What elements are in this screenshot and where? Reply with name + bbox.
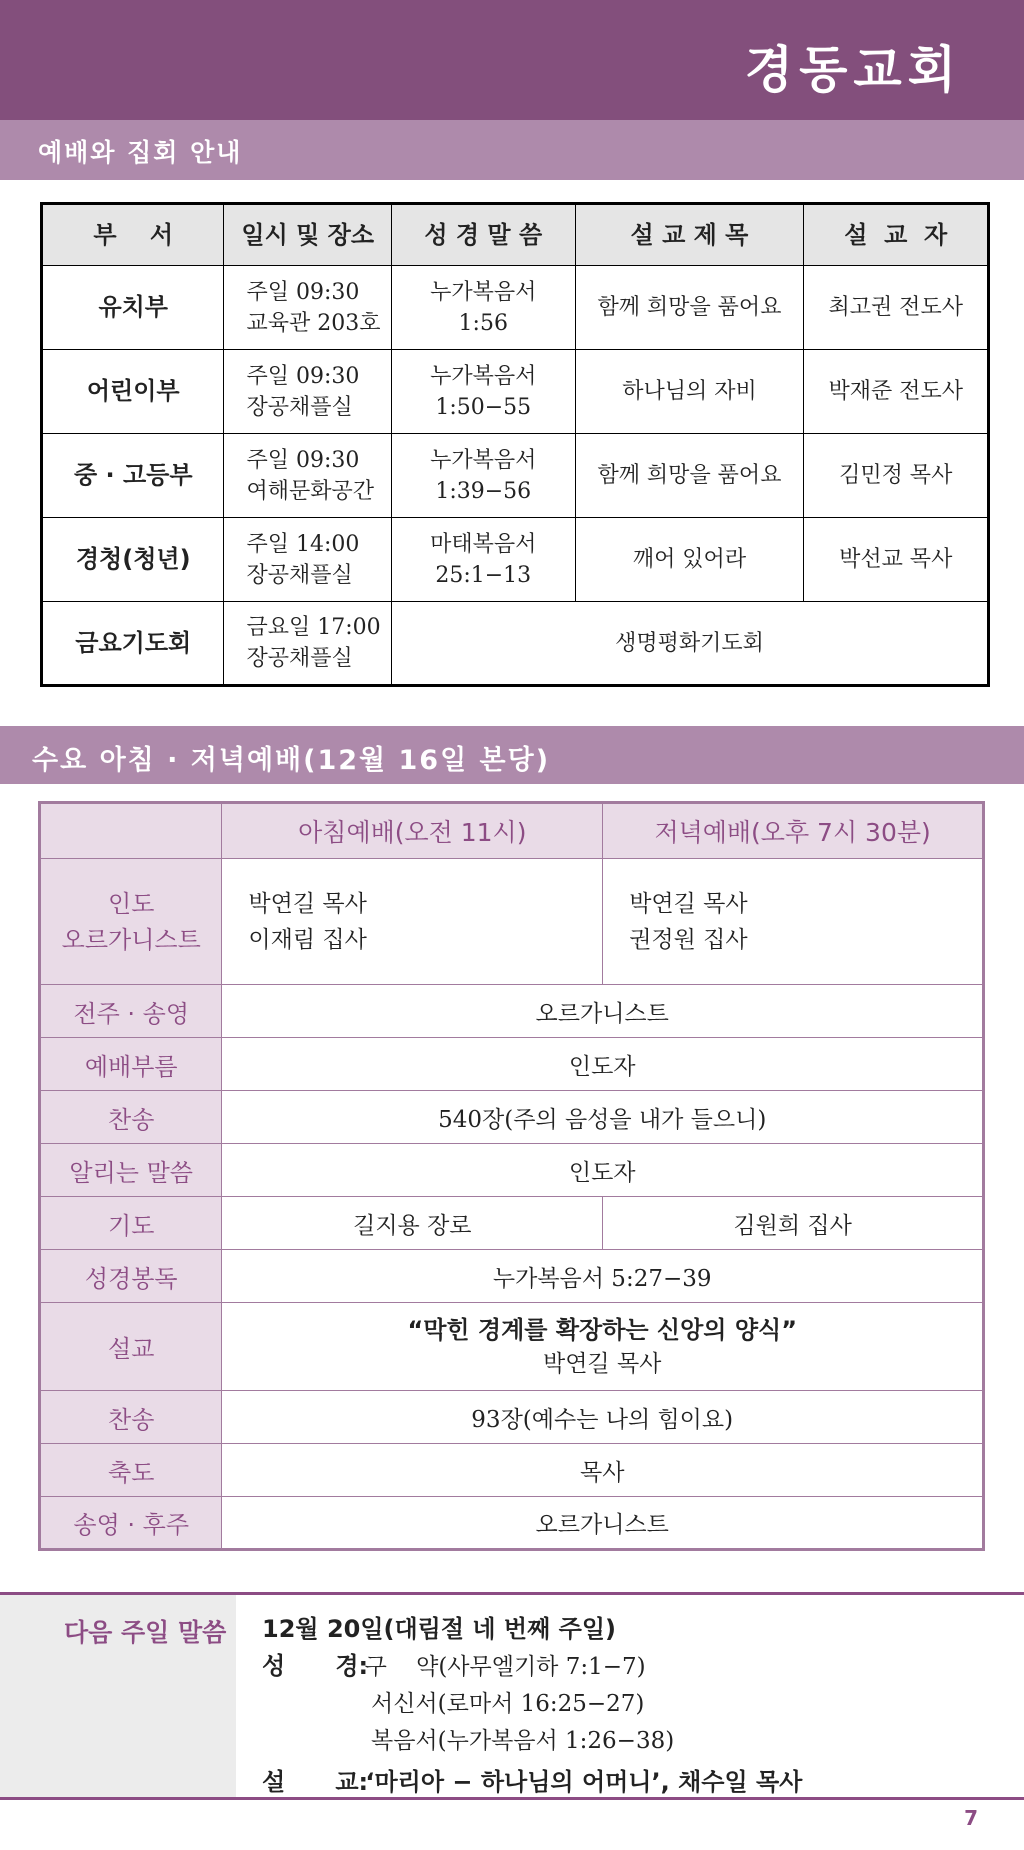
- verse-book: 누가복음서: [430, 279, 537, 305]
- table-row: [40, 985, 984, 1038]
- table-row: [40, 1497, 984, 1550]
- table-row: [42, 434, 989, 518]
- next-week-date: 12월 20일(대림절 네 번째 주일): [262, 1615, 616, 1643]
- verse-book: 누가복음서: [430, 363, 537, 389]
- time: 금요일 17:00: [246, 615, 381, 640]
- table-row: [42, 266, 989, 350]
- column-header: 성 경 말 씀: [392, 204, 576, 266]
- verse-ref: 25:1−13: [435, 562, 532, 588]
- next-week-label-panel: [0, 1595, 236, 1797]
- row-label: 축도: [40, 1444, 222, 1497]
- morning-leader-cell: [222, 859, 603, 985]
- next-week-label: 다음 주일 말씀: [64, 1618, 227, 1647]
- place: 장공채플실: [246, 562, 353, 588]
- table-row-friday: [42, 602, 989, 686]
- preacher-cell: 박선교 목사: [804, 518, 989, 602]
- table-row: [40, 1144, 984, 1197]
- time-place-cell: [224, 266, 392, 350]
- table-row: [40, 1391, 984, 1444]
- column-header: 일시 및 장소: [224, 204, 392, 266]
- column-header: 설 교 제 목: [575, 204, 804, 266]
- row-value: 오르가니스트: [222, 1497, 984, 1550]
- verse-ref: 1:50−55: [435, 394, 532, 420]
- row-value-evening: 김원희 집사: [603, 1197, 984, 1250]
- verse-cell: [392, 434, 576, 518]
- verse-ref: 1:56: [458, 310, 508, 336]
- preacher-cell: 박재준 전도사: [804, 350, 989, 434]
- verse-book: 누가복음서: [430, 447, 537, 473]
- table-row-leader: [40, 859, 984, 985]
- evening-leader-cell: [603, 859, 984, 985]
- column-header-blank: [40, 803, 222, 859]
- column-header-morning: 아침예배(오전 11시): [222, 803, 603, 859]
- old-testament: 구 약(사무엘기하 7:1−7): [364, 1654, 646, 1680]
- sermon-cell: [222, 1303, 984, 1391]
- next-sermon-line: [262, 1764, 802, 1801]
- row-value: 목사: [222, 1444, 984, 1497]
- place: 장공채플실: [246, 394, 353, 420]
- next-week-content: [262, 1611, 802, 1801]
- table-header-row: [40, 803, 984, 859]
- row-label: 성경봉독: [40, 1250, 222, 1303]
- place: 교육관 203호: [246, 310, 381, 336]
- row-value: 93장(예수는 나의 힘이요): [222, 1391, 984, 1444]
- sermon-preacher: 박연길 목사: [543, 1350, 662, 1377]
- column-header: 부 서: [42, 204, 224, 266]
- dept-cell: 유치부: [42, 266, 224, 350]
- time: 주일 14:00: [246, 531, 360, 557]
- table-row: [40, 1250, 984, 1303]
- verse-ref: 1:39−56: [435, 478, 532, 504]
- time-place-cell: [224, 434, 392, 518]
- epistle: 서신서(로마서 16:25−27): [371, 1691, 645, 1717]
- church-name: 경동교회: [744, 40, 962, 99]
- next-sermon: ‘마리아 − 하나님의 어머니’, 채수일 목사: [365, 1768, 803, 1796]
- organist-name: 이재림 집사: [248, 926, 367, 953]
- section-title-worship-guide: 예배와 집회 안내: [38, 138, 243, 167]
- dept-cell: 중 · 고등부: [42, 434, 224, 518]
- row-value: 누가복음서 5:27−39: [222, 1250, 984, 1303]
- sermon-title-cell: 깨어 있어라: [575, 518, 804, 602]
- row-label: [40, 859, 222, 985]
- scripture-line: [262, 1648, 802, 1686]
- sermon-title-cell: 하나님의 자비: [575, 350, 804, 434]
- verse-book: 마태복음서: [430, 531, 537, 557]
- sermon-title-cell: 함께 희망을 품어요: [575, 266, 804, 350]
- section-title-wednesday-service: 수요 아침 · 저녁예배(12월 16일 본당): [32, 745, 551, 776]
- place: 장공채플실: [246, 646, 353, 671]
- sermon-title-cell: 함께 희망을 품어요: [575, 434, 804, 518]
- wednesday-service-table: [38, 801, 985, 1551]
- dept-cell: 어린이부: [42, 350, 224, 434]
- dept-cell: 경청(청년): [42, 518, 224, 602]
- preacher-cell: 김민정 목사: [804, 434, 989, 518]
- friday-content-cell: 생명평화기도회: [392, 602, 989, 686]
- time-place-cell: [224, 518, 392, 602]
- row-label: 예배부름: [40, 1038, 222, 1091]
- row-label: 기도: [40, 1197, 222, 1250]
- section-bar-worship-guide: [0, 120, 1024, 180]
- row-label: 송영 · 후주: [40, 1497, 222, 1550]
- table-header-row: [42, 204, 989, 266]
- row-label: 찬송: [40, 1091, 222, 1144]
- column-header-evening: 저녁예배(오후 7시 30분): [603, 803, 984, 859]
- row-value: 인도자: [222, 1144, 984, 1197]
- sermon-key: 설 교:: [262, 1768, 369, 1796]
- row-value: 오르가니스트: [222, 985, 984, 1038]
- time: 주일 09:30: [246, 279, 360, 305]
- row-label: 전주 · 송영: [40, 985, 222, 1038]
- row-value: 인도자: [222, 1038, 984, 1091]
- scripture-key: 성 경:: [262, 1652, 369, 1680]
- verse-cell: [392, 518, 576, 602]
- organist-label: 오르가니스트: [61, 925, 201, 954]
- sermon-title: “막힌 경계를 확장하는 신앙의 양식”: [407, 1315, 797, 1344]
- row-label: 알리는 말씀: [40, 1144, 222, 1197]
- time-place-cell: [224, 350, 392, 434]
- preacher-cell: 최고권 전도사: [804, 266, 989, 350]
- organist-name: 권정원 집사: [629, 926, 748, 953]
- table-row: [40, 1091, 984, 1144]
- row-label: 찬송: [40, 1391, 222, 1444]
- table-row: [42, 350, 989, 434]
- time-place-cell: [224, 602, 392, 686]
- dept-cell: 금요기도회: [42, 602, 224, 686]
- gospel: 복음서(누가복음서 1:26−38): [371, 1728, 675, 1754]
- table-row: [40, 1197, 984, 1250]
- next-week-box: [0, 1592, 1024, 1800]
- column-header: 설 교 자: [804, 204, 989, 266]
- verse-cell: [392, 266, 576, 350]
- table-row: [40, 1444, 984, 1497]
- section-bar-wednesday-service: [0, 726, 1024, 784]
- time: 주일 09:30: [246, 447, 360, 473]
- verse-cell: [392, 350, 576, 434]
- place: 여해문화공간: [246, 478, 374, 504]
- row-value-morning: 길지용 장로: [222, 1197, 603, 1250]
- page-number: 7: [964, 1806, 978, 1830]
- row-label: 설교: [40, 1303, 222, 1391]
- leader-name: 박연길 목사: [629, 890, 748, 917]
- time: 주일 09:30: [246, 363, 360, 389]
- worship-schedule-table: [40, 202, 990, 687]
- leader-name: 박연길 목사: [248, 890, 367, 917]
- row-value: 540장(주의 음성을 내가 들으니): [222, 1091, 984, 1144]
- header-bar: [0, 0, 1024, 120]
- table-row: [40, 1038, 984, 1091]
- table-row-sermon: [40, 1303, 984, 1391]
- leader-label: 인도: [108, 889, 155, 918]
- table-row: [42, 518, 989, 602]
